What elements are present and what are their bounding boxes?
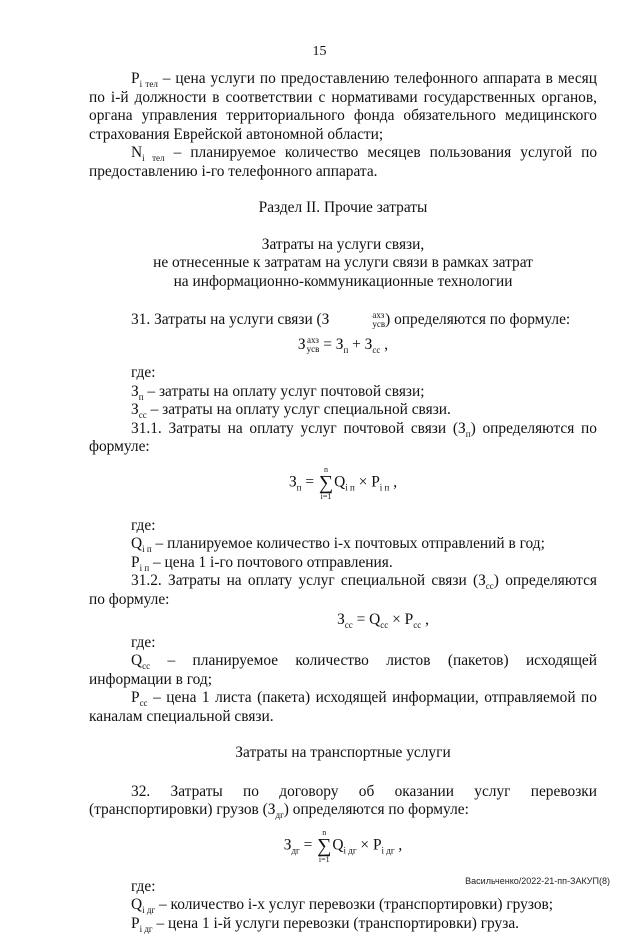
definition-zp: $З_п$ – затраты на оплату услуг почтовой связи; [131, 382, 425, 402]
subsection-title-line2: не отнесенные к затратам на услуги связи в рамках затрат [153, 254, 533, 271]
paragraph-n-tel: $N_{i тел}$ – планируемое количество месяцев пользования услугой по предоставлению i-го телефонного аппарата. [89, 144, 598, 180]
where-label-2: где: [131, 516, 156, 534]
formula-31: З ахз усв = $З_п + З_{сс}$ , [297, 334, 389, 355]
subsection-title-line1: Затраты на услуги связи, [261, 235, 425, 253]
definition-p-ip: $P_{i п}$ – цена 1 i-го почтового отправления. [131, 553, 393, 573]
definition-p-ss: $P_{сс}$ – цена 1 листа (пакета) исходящей информации, отправляемой по каналам специальной связи. [89, 689, 597, 725]
item-31-2: 31.2. Затраты на оплату услуг специальной связи $(З_{сс})$ определяются по формуле: [89, 572, 597, 608]
item-31-1: 31.1. Затраты на оплату услуг почтовой связи $(З_п)$ определяются по формуле: [89, 419, 597, 455]
document-footer-id: Васильченко/2022-21-пп-ЗАКУП(8) [465, 876, 610, 886]
where-label-1: где: [131, 364, 156, 381]
where-label-3: где: [131, 633, 156, 651]
item-31: 31. Затраты на услуги связи (З ахз усв ) определяются по формуле: [131, 310, 571, 330]
formula-31-2: $З_{сс} = Q_{сс} \times P_{сс}$ , [337, 611, 429, 631]
sum-sign-2: n ∑ i=1 [317, 827, 332, 864]
paragraph-p-tel: $P_{i тел}$ – цена услуги по предоставлению телефонного аппарата в месяц по i-й должности в соответствии с нормативами государственных органов, органа управления территориального фонда обязательного медицинского страхования Еврейской автономной области; [89, 70, 597, 143]
definition-p-dg: $P_{i дг}$ – цена 1 i-й услуги перевозки (транспортировки) груза. [131, 914, 520, 934]
sum-sign: n ∑ i=1 [318, 464, 334, 501]
page-number: 15 [312, 44, 327, 59]
formula-32: $З_{дг} = n$ ∑ $i=1Q_{i дг} \times P_{i дг}$ , [283, 827, 403, 864]
item-32: 32. Затраты по договору об оказании услуг перевозки (транспортировки) грузов $(З_{дг})$ определяются по формуле: [89, 782, 597, 821]
where-label-4: где: [131, 877, 156, 895]
transport-title: Затраты на транспортные услуги [235, 744, 451, 761]
formula-31-1: $З_п = n$ ∑ $i=1Q_{i п} \times P_{i п}$ , [288, 464, 398, 501]
document-body [89, 70, 597, 933]
definition-q-dg: $Q_{i дг}$ – количество i-х услуг перевозки (транспортировки) грузов; [131, 896, 554, 916]
subsection-title-line3: на информационно-коммуникационные технологии [173, 272, 513, 290]
section-title: Раздел II. Прочие затраты [258, 199, 428, 216]
definition-q-ss: $Q_{сс}$ – планируемое количество листов (пакетов) исходящей информации в год; [89, 652, 597, 688]
definition-zss: $З_{сс}$ – затраты на оплату услуг специальной связи. [131, 401, 451, 421]
definition-q-ip: $Q_{i п}$ – планируемое количество i-х почтовых отправлений в год; [131, 535, 545, 555]
